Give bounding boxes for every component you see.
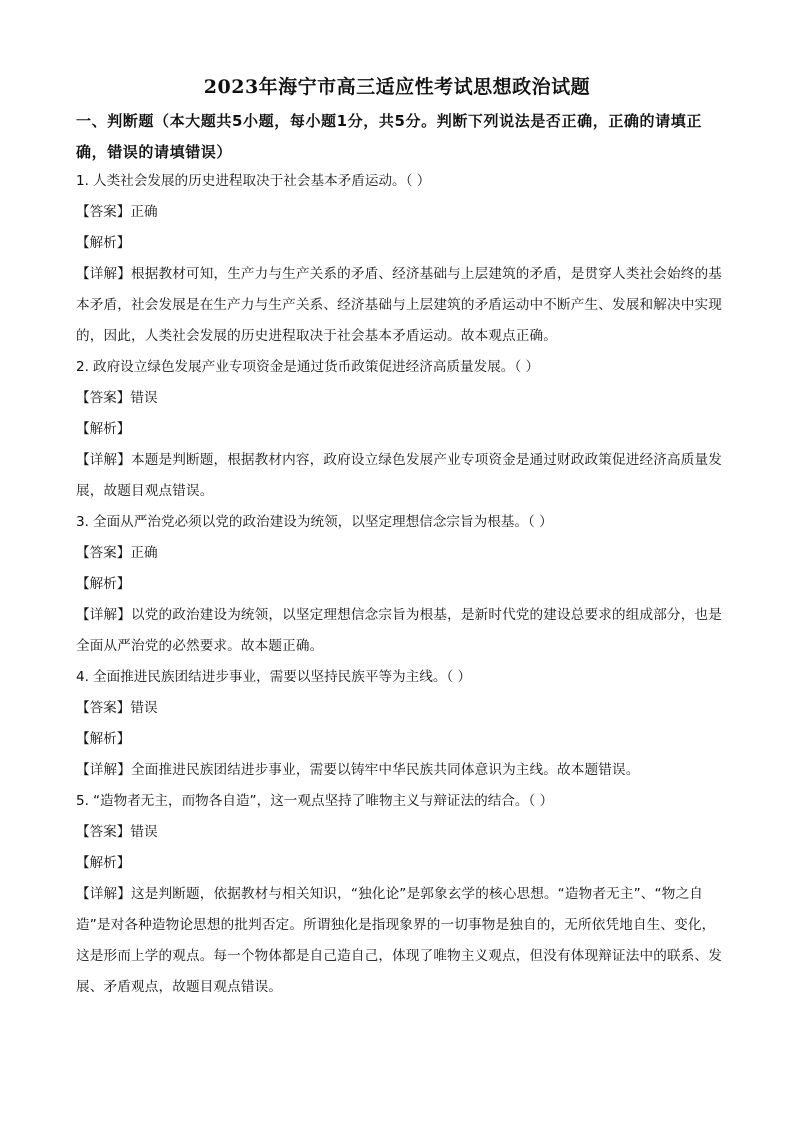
answer-label: 【答案】 xyxy=(76,390,131,406)
detail-label: 【详解】 xyxy=(76,266,131,282)
answer-row xyxy=(76,383,726,414)
detail-text: 根据教材可知，生产力与生产关系的矛盾、经济基础与上层建筑的矛盾，是贯穿人类社会始终的基本矛盾，社会发展是在生产力与生产关系、经济基础与上层建筑的矛盾运动中不断产生、发展和解决中实现的，因此，人类社会发展的历史进程取决于社会基本矛盾运动。故本观点正确。 xyxy=(76,266,722,344)
question-2 xyxy=(76,352,726,383)
analysis-label: 【解析】 xyxy=(76,731,131,747)
section-heading: 一、判断题（本大题共5小题，每小题1分，共5分。判断下列说法是否正确，正确的请填正确，错误的请填错误） xyxy=(76,112,702,161)
answer-row xyxy=(76,693,726,724)
detail-text: 以党的政治建设为统领，以坚定理想信念宗旨为根基，是新时代党的建设总要求的组成部分，也是全面从严治党的必然要求。故本题正确。 xyxy=(76,607,722,654)
detail-label: 【详解】 xyxy=(76,762,131,778)
answer-label: 【答案】 xyxy=(76,824,131,840)
analysis-label: 【解析】 xyxy=(76,235,131,251)
detail-label: 【详解】 xyxy=(76,886,131,902)
question-text: 政府设立绿色发展产业专项资金是通过货币政策促进经济高质量发展。（ ） xyxy=(92,359,540,375)
question-3 xyxy=(76,507,726,538)
question-text: “造物者无主，而物各自造”，这一观点坚持了唯物主义与辩证法的结合。（ ） xyxy=(92,793,554,809)
detail-paragraph xyxy=(76,600,726,662)
analysis-label: 【解析】 xyxy=(76,855,131,871)
answer-value: 正确 xyxy=(130,204,158,220)
answer-value: 错误 xyxy=(130,824,158,840)
question-number: 4. xyxy=(76,669,89,685)
question-number: 5. xyxy=(76,793,89,809)
detail-label: 【详解】 xyxy=(76,452,131,468)
detail-paragraph xyxy=(76,445,726,507)
answer-row xyxy=(76,817,726,848)
answer-label: 【答案】 xyxy=(76,545,131,561)
question-number: 3. xyxy=(76,514,89,530)
detail-paragraph xyxy=(76,259,726,352)
question-number: 2. xyxy=(76,359,89,375)
detail-label: 【详解】 xyxy=(76,607,131,623)
detail-paragraph xyxy=(76,755,726,786)
question-text: 人类社会发展的历史进程取决于社会基本矛盾运动。（ ） xyxy=(92,173,431,189)
answer-row xyxy=(76,197,726,228)
analysis-label: 【解析】 xyxy=(76,421,131,437)
answer-value: 错误 xyxy=(130,700,158,716)
question-5 xyxy=(76,786,726,817)
question-text: 全面从严治党必须以党的政治建设为统领，以坚定理想信念宗旨为根基。（ ） xyxy=(92,514,553,530)
answer-label: 【答案】 xyxy=(76,700,131,716)
question-number: 1. xyxy=(76,173,89,189)
question-text: 全面推进民族团结进步事业，需要以坚持民族平等为主线。（ ） xyxy=(92,669,472,685)
detail-text: 本题是判断题，根据教材内容，政府设立绿色发展产业专项资金是通过财政政策促进经济高质量发展，故题目观点错误。 xyxy=(76,452,722,499)
analysis-label: 【解析】 xyxy=(76,576,131,592)
page-title: 2023年海宁市高三适应性考试思想政治试题 xyxy=(203,76,591,98)
answer-value: 错误 xyxy=(130,390,158,406)
detail-text: 全面推进民族团结进步事业，需要以铸牢中华民族共同体意识为主线。故本题错误。 xyxy=(130,762,640,778)
answer-value: 正确 xyxy=(130,545,158,561)
detail-paragraph xyxy=(76,879,726,1003)
question-list xyxy=(76,166,726,1003)
question-1 xyxy=(76,166,726,197)
answer-label: 【答案】 xyxy=(76,204,131,220)
question-4 xyxy=(76,662,726,693)
detail-text: 这是判断题，依据教材与相关知识，“独化论”是郭象玄学的核心思想。“造物者无主”、“物之自造”是对各种造物论思想的批判否定。所谓独化是指现象界的一切事物是独自的，无所依凭地自生、变化，这是形而上学的观点。每一个物体都是自己造自己，体现了唯物主义观点，但没有体现辩证法中的联系、发展、矛盾观点，故题目观点错误。 xyxy=(76,886,722,995)
answer-row xyxy=(76,538,726,569)
